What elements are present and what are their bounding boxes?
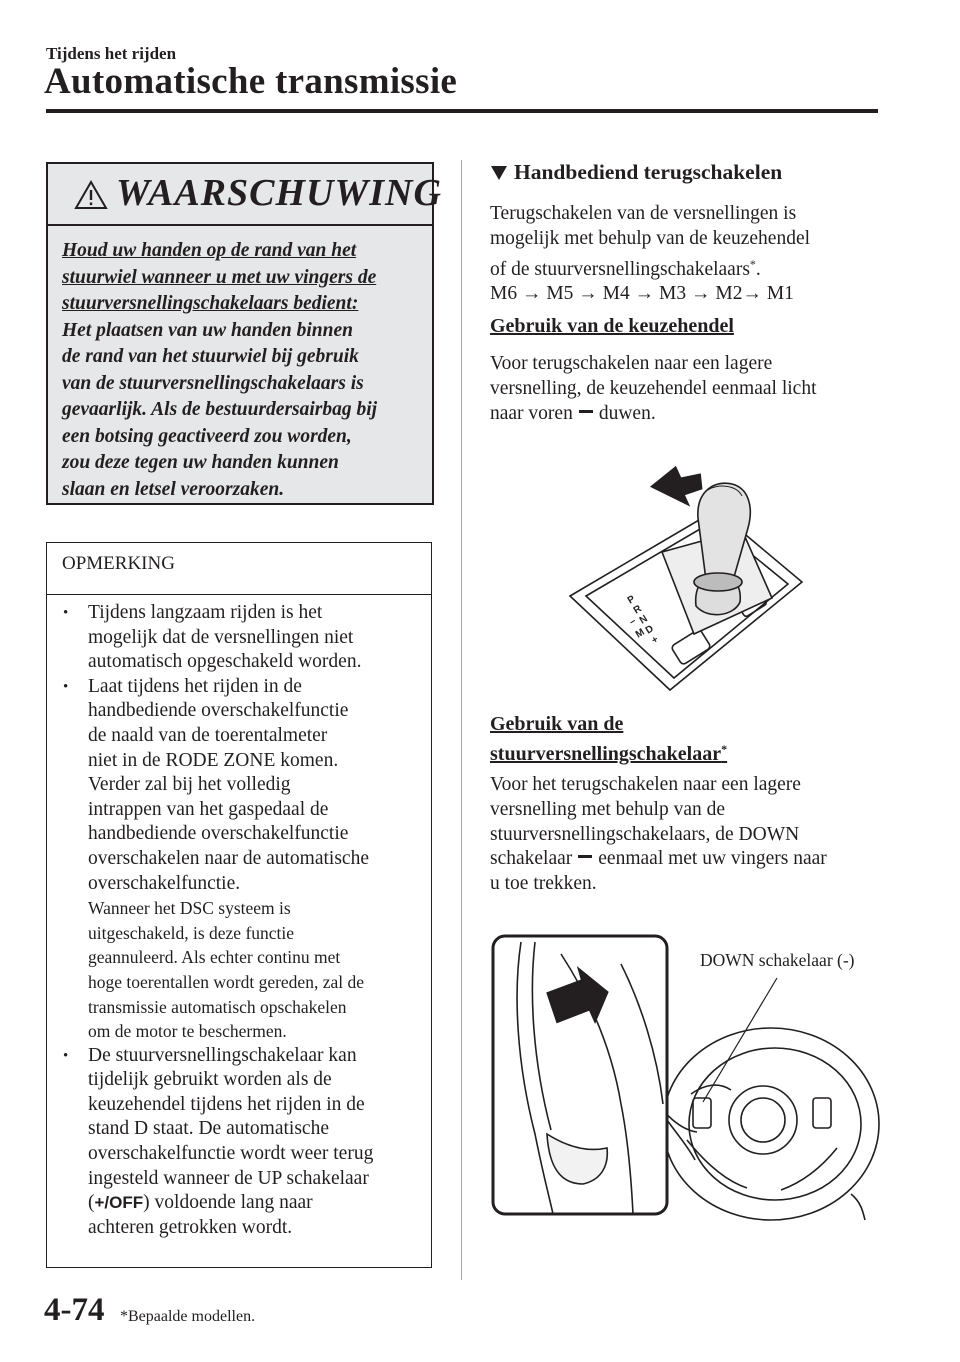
gate-letter-m: M [633,626,647,641]
warning-body-line: Het plaatsen van uw handen binnen [62,319,353,341]
warning-body-line: de rand van het stuurwiel bij gebruik [62,346,359,367]
minus-symbol [578,855,592,858]
gate-letter-d: D [643,623,656,637]
gate-letter-n: N [637,613,650,627]
warning-lead-line: stuurversnellingschakelaars bedient: [62,293,359,314]
gate-letter-r: R [631,603,644,617]
column-divider [461,160,462,1280]
gate-letter-p: P [625,593,638,607]
warning-body-line: zou deze tegen uw handen kunnen [62,452,339,473]
section-heading: Handbediend terugschakelen [490,160,782,185]
note-list [61,601,423,1240]
warning-body [62,238,424,503]
shift-lever-illustration [566,456,806,696]
selector-subheading: Gebruik van de keuzehendel [490,315,734,337]
warning-body-line: van de stuurversnellingschakelaars is [62,372,364,394]
section-label: Tijdens het rijden [46,44,177,63]
note-item: • De stuurversnellingschakelaar kan tijdelijk gebruikt worden als de keuzehendel tijdens het rijden in de stand D staat. De automatische overschakelfunctie wordt weer terug ingesteld wanneer de UP schakelaar (+/OFF) voldoende lang naar achteren getrokken wordt. [61,1044,423,1241]
steering-wheel-illustration [491,934,881,1224]
warning-body-line: een botsing geactiveerd zou worden, [62,425,352,447]
note-divider [47,594,431,595]
down-switch-callout: DOWN schakelaar (-) [700,950,855,970]
title-rule [46,109,878,113]
gate-letter-plus: + [649,634,661,647]
warning-header [48,164,442,226]
selector-paragraph: Voor terugschakelen naar een lagere versnelling, de keuzehendel eenmaal licht naar voren duwen. [490,353,817,424]
note-box [46,542,432,1268]
gear-sequence: M6 → M5 → M4 → M3 → M2→ M1 [490,283,794,305]
gate-letter-minus: − [627,616,639,629]
paddle-paragraph: Voor het terugschakelen naar een lagere versnelling met behulp van de stuurversnellingschakelaars, de DOWN schakelaar eenmaal met uw vingers naar u toe trekken. [490,774,827,895]
warning-box [46,162,442,505]
warning-lead-line: Houd uw handen op de rand van het [62,240,357,261]
warning-title: WAARSCHUWING [116,172,442,214]
minus-symbol [579,410,593,413]
up-off-switch-label: +/OFF [94,1193,144,1213]
paddle-subheading: Gebruik van de stuurversnellingschakelaar* [490,713,728,765]
warning-lead-line: stuurwiel wanneer u met uw vingers de [62,266,377,288]
note-title: OPMERKING [62,553,175,574]
page-title: Automatische transmissie [44,61,458,102]
warning-triangle-icon [74,180,108,210]
footnote: *Bepaalde modellen. [120,1308,256,1325]
warning-body-line: gevaarlijk. Als de bestuurdersairbag bij [62,399,378,420]
warning-body-line: slaan en letsel veroorzaken. [62,478,285,500]
down-triangle-icon [490,165,508,181]
note-item: • Laat tijdens het rijden in de handbediende overschakelfunctie de naald van de toerentalmeter niet in de RODE ZONE komen. Verder zal bij het volledig intrappen van het gaspedaal de handbediende overschakelfunctie overschakelen naar de automatische overschakelfunctie. Wanneer het DSC systeem is uitgeschakeld, is deze functie geannuleerd. Als echter continu met hoge toerentallen wordt gereden, zal de transmissie automatisch opschakelen om de motor te beschermen. [61,675,423,1044]
note-item: • Tijdens langzaam rijden is het mogelijk dat de versnellingen niet automatisch opgeschakeld worden. [61,601,423,675]
page-number: 4-74 [44,1292,105,1328]
intro-paragraph: Terugschakelen van de versnellingen is mogelijk met behulp van de keuzehendel of de stuurversnellingschakelaars*. M6 → M5 → M4 → M3 → M2→ M1 [490,202,890,307]
